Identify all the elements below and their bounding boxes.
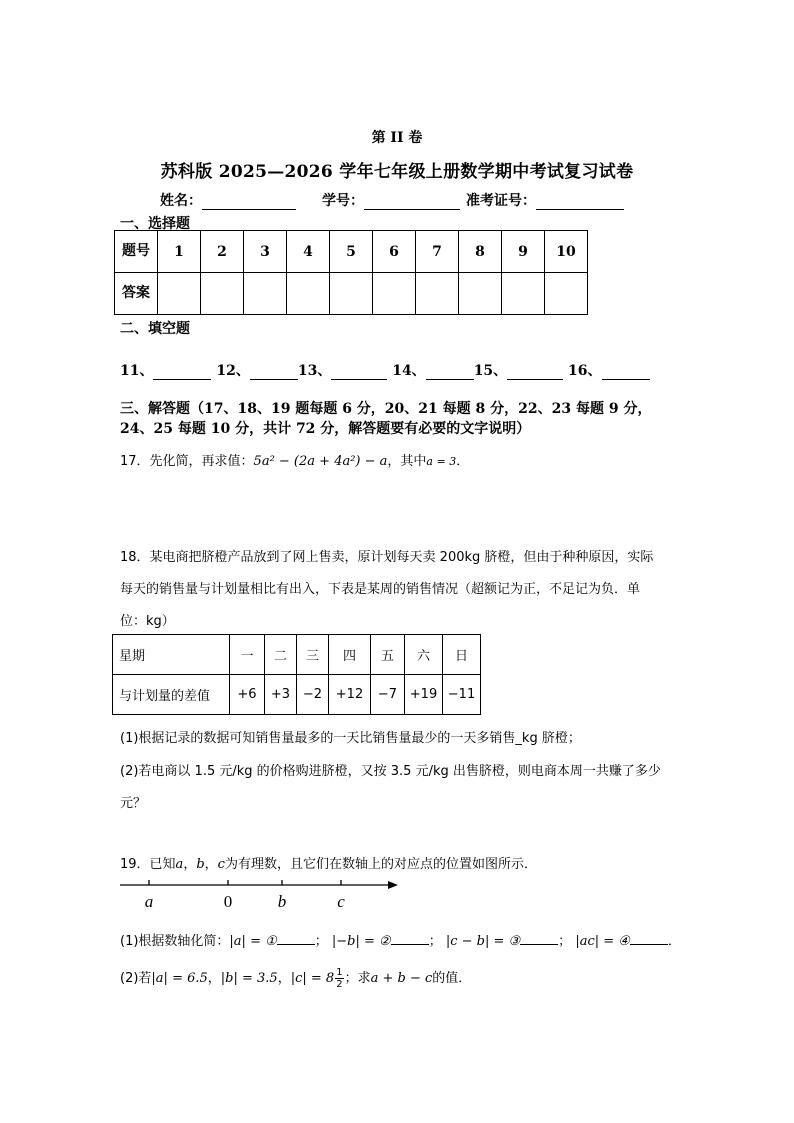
q19-sub2-suffix: ；求: [344, 971, 371, 986]
q19-var-c: c: [217, 857, 225, 872]
label-a: a: [144, 892, 154, 911]
question-number-row: [115, 231, 588, 273]
question-number: 10: [545, 231, 588, 273]
difference-value: −2: [297, 675, 329, 715]
name-field: [160, 190, 296, 210]
blank-13[interactable]: [331, 365, 387, 380]
question-17: [120, 450, 469, 469]
q19-sub1-prefix: (1)根据数轴化简：: [120, 934, 230, 949]
q19-sub2-target: a + b − c: [370, 971, 433, 986]
blank-label-14: 14、: [392, 363, 426, 379]
weekday: 六: [405, 635, 443, 675]
weekday-label: 星期: [113, 635, 230, 675]
q19-sub2-end: 的值．: [432, 971, 472, 986]
answer-cell[interactable]: [287, 273, 330, 315]
question-number: 7: [416, 231, 459, 273]
section-answer-title-line1: 三、解答题（17、18、19 题每题 6 分，20、21 每题 8 分，22、23 每题 9 分，: [120, 401, 652, 417]
question-number: 4: [287, 231, 330, 273]
weekday: 四: [329, 635, 371, 675]
q19-sub1: (1)根据数轴化简：|a| = ① ； |−b| = ② ； |c − b| = ③ ； |ac| = ④ ．: [120, 934, 681, 949]
answer-cell[interactable]: [373, 273, 416, 315]
name-label: 姓名：: [160, 193, 202, 209]
student-id-blank[interactable]: [364, 194, 460, 210]
difference-value: +19: [405, 675, 443, 715]
q19-sub2-prefix: (2)若: [120, 971, 152, 986]
answer-cell[interactable]: [244, 273, 287, 315]
answer-cell[interactable]: [201, 273, 244, 315]
answer-table: [114, 230, 588, 315]
question-number: 9: [502, 231, 545, 273]
q17-condition: a = 3: [426, 455, 457, 468]
weekday: 三: [297, 635, 329, 675]
answer-cell[interactable]: [545, 273, 588, 315]
q18-line2: 每天的销售量与计划量相比有出入，下表是某周的销售情况（超额记为正，不足记为负．单: [120, 582, 641, 597]
q18-sub2-line1: (2)若电商以 1.5 元/kg 的价格购进脐橙，又按 3.5 元/kg 出售脐橙，则电商本周一共赚了多少: [120, 764, 661, 779]
label-b: b: [277, 892, 287, 911]
question-number: 2: [201, 231, 244, 273]
name-blank[interactable]: [202, 194, 296, 210]
weekday: 五: [371, 635, 405, 675]
volume-heading: 第 II 卷: [371, 130, 423, 146]
q19-item-1: |a| = ①: [229, 934, 277, 949]
blank-14[interactable]: [426, 365, 474, 380]
q19-blank-2[interactable]: [391, 932, 429, 945]
fraction-denominator: 2: [336, 979, 343, 990]
exam-number-label: 准考证号：: [466, 193, 536, 209]
weekday: 二: [265, 635, 297, 675]
difference-value: +3: [265, 675, 297, 715]
q19-sub2-c: |c| = 8: [290, 971, 335, 986]
q18-line3: 位：kg）: [120, 614, 175, 629]
difference-value: +12: [329, 675, 371, 715]
difference-value: −7: [371, 675, 405, 715]
q19-sub2-a: |a| = 6.5: [151, 971, 208, 986]
exam-number-field: [466, 190, 624, 210]
answer-label: 答案: [115, 273, 158, 315]
q19-item-4: |ac| = ④: [575, 934, 630, 949]
sales-value-row: [113, 675, 481, 715]
question-number: 5: [330, 231, 373, 273]
question-number: 8: [459, 231, 502, 273]
q18-sub2-line2: 元？: [120, 796, 147, 811]
q19-intro: 19．已知a，b，c为有理数，且它们在数轴上的对应点的位置如图所示．: [120, 857, 537, 872]
q17-end: ．: [456, 454, 470, 469]
q18-sub1: (1)根据记录的数据可知销售量最多的一天比销售量最少的一天多销售_kg 脐橙；: [120, 731, 581, 746]
blank-15[interactable]: [507, 365, 563, 380]
q17-where: ，其中: [387, 454, 427, 469]
exam-title: 苏科版 2025—2026 学年七年级上册数学期中考试复习试卷: [160, 162, 634, 182]
q19-intro-suffix: 为有理数，且它们在数轴上的对应点的位置如图所示．: [224, 857, 537, 872]
label-c: c: [337, 892, 345, 911]
blank-11[interactable]: [153, 365, 211, 380]
section-choice-title: 一、选择题: [120, 216, 190, 232]
fraction-half: [335, 967, 343, 990]
blank-12[interactable]: [250, 365, 298, 380]
q19-sub2-b: |b| = 3.5: [220, 971, 278, 986]
exam-number-blank[interactable]: [536, 194, 624, 210]
blank-label-11: 11、: [120, 363, 154, 379]
q17-expression: 5a² − (2a + 4a²) − a: [253, 454, 388, 469]
q19-blank-4[interactable]: [630, 932, 668, 945]
number-line: [115, 874, 405, 914]
label-zero: 0: [223, 892, 233, 911]
question-number: 1: [158, 231, 201, 273]
weekday: 一: [230, 635, 265, 675]
blank-label-15: 15、: [473, 363, 508, 379]
question-number-label: 题号: [115, 231, 158, 273]
section-answer-title-line2: 24、25 每题 10 分，共计 72 分，解答题要有必要的文字说明）: [120, 421, 531, 437]
question-number: 3: [244, 231, 287, 273]
answer-cell[interactable]: [330, 273, 373, 315]
student-id-label: 学号：: [322, 193, 364, 209]
answer-cell[interactable]: [416, 273, 459, 315]
q19-item-3: |c − b| = ③: [445, 934, 521, 949]
answer-row: [115, 273, 588, 315]
difference-value: +6: [230, 675, 265, 715]
q17-prefix: 17．先化简，再求值：: [120, 454, 254, 469]
blank-label-12: 12、: [216, 363, 250, 379]
q19-blank-3[interactable]: [520, 932, 558, 945]
answer-cell[interactable]: [158, 273, 201, 315]
q19-blank-1[interactable]: [277, 932, 315, 945]
blank-label-16: 16、: [568, 363, 602, 379]
q19-sub2: (2)若|a| = 6.5，|b| = 3.5，|c| = 8 $\frac{1}{2}$ ；求a + b − c的值．: [120, 967, 472, 990]
fill-blank-line: [120, 360, 650, 380]
answer-cell[interactable]: [502, 273, 545, 315]
question-number: 6: [373, 231, 416, 273]
difference-value: −11: [443, 675, 481, 715]
difference-label: 与计划量的差值: [113, 675, 230, 715]
q19-var-a: a: [175, 857, 184, 872]
fraction-numerator: 1: [336, 967, 343, 978]
q19-intro-prefix: 19．已知: [120, 857, 176, 872]
blank-label-13: 13、: [297, 363, 332, 379]
q18-line1: 18．某电商把脐橙产品放到了网上售卖，原计划每天卖 200kg 脐橙，但由于种种原因，实际: [120, 550, 654, 565]
section-fill-title: 二、填空题: [120, 321, 190, 337]
sales-table: [112, 634, 481, 715]
arrow-right-icon: [388, 881, 398, 889]
answer-cell[interactable]: [459, 273, 502, 315]
q19-item-2: |−b| = ②: [331, 934, 391, 949]
student-id-field: [322, 190, 460, 210]
q19-var-b: b: [196, 857, 205, 872]
sales-header-row: [113, 635, 481, 675]
blank-16[interactable]: [602, 365, 650, 380]
weekday: 日: [443, 635, 481, 675]
